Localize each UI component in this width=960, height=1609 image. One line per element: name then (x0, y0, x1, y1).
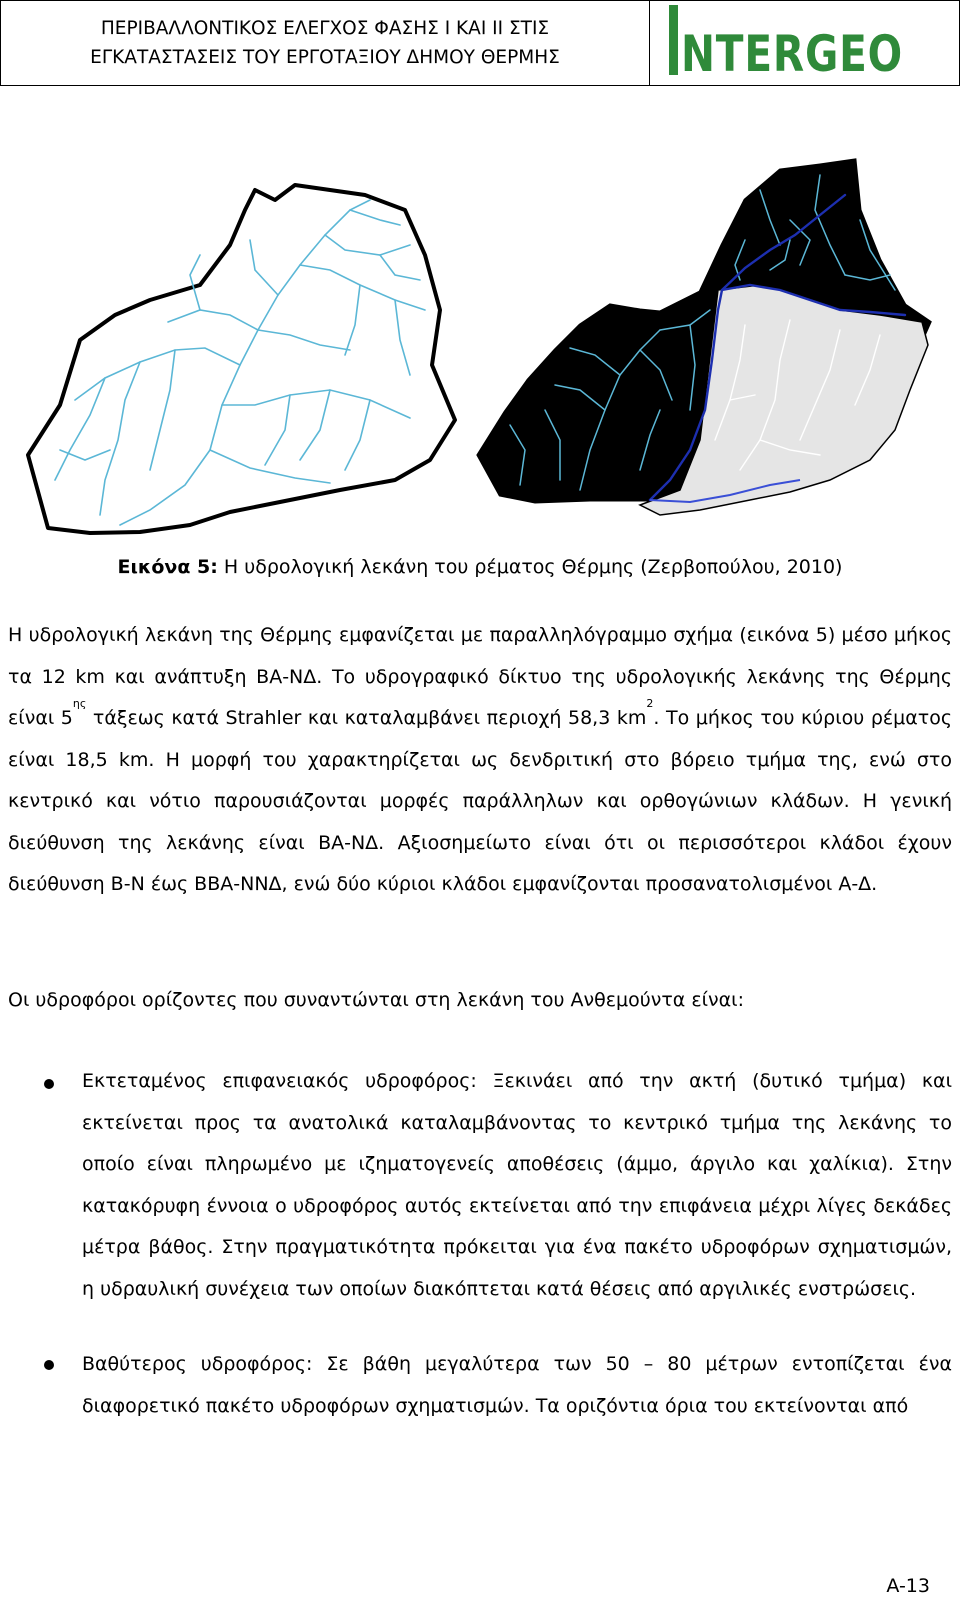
paragraph1-part2: τάξεως κατά Strahler και καταλαμβάνει περιοχή 58,3 km (86, 707, 647, 729)
bullet-item-surface-aquifer: Εκτεταμένος επιφανειακός υδροφόρος: Ξεκινάει από την ακτή (δυτικό τμήμα) και εκτείνεται προς τα ανατολικά καταλαμβάνοντας το κεντρικό τμήμα της λεκάνης το οποίο είναι πληρωμένο με ιζηματογενείς αποθέσεις (άμμο, άργιλο και χαλίκια). Στην κατακόρυφη έννοια ο υδροφόρος αυτός εκτείνεται από την επιφάνεια μέχρι λίγες δεκάδες μέτρα βάθος. Στην πραγματικότητα πρόκειται για ένα πακέτο υδροφόρων σχηματισμών, η υδραυλική συνέχεια των οποίων διακόπτεται κατά θέσεις από αργιλικές ενστρώσεις. (82, 1070, 952, 1300)
paragraph1-sup2: 2 (646, 697, 654, 710)
figure-caption-text: Η υδρολογική λεκάνη του ρέματος Θέρμης (Ζερβοπούλου, 2010) (217, 556, 843, 578)
intergeo-logo (651, 1, 959, 85)
catchment-map-left (28, 185, 455, 533)
figure-caption (0, 556, 960, 578)
page-number: A-13 (886, 1575, 930, 1597)
catchment-maps (0, 150, 960, 550)
paragraph-aquifers-intro: Οι υδροφόροι ορίζοντες που συναντώνται στη λεκάνη του Ανθεμούντα είναι: (8, 989, 744, 1011)
paragraph1-part3: . Το μήκος του κύριου ρέματος είναι 18,5 km. Η μορφή του χαρακτηρίζεται ως δενδριτική στο βόρειο τμήμα της, ενώ στο κεντρικό και νότιο παρουσιάζονται μορφές παράλληλων και ορθογώνιων κλάδων. Η γενική διεύθυνση της λεκάνης είναι ΒΑ-ΝΔ. Αξιοσημείωτο είναι ότι οι περισσότεροι κλάδοι έχουν διεύθυνση Β-Ν έως ΒΒΑ-ΝΝΔ, ενώ δύο κύριοι κλάδοι εμφανίζονται προσανατολισμένοι Α-Δ. (8, 707, 952, 895)
header-title (1, 1, 650, 85)
header-title-line1: ΠΕΡΙΒΑΛΛΟΝΤΙΚΟΣ ΕΛΕΓΧΟΣ ΦΑΣΗΣ Ι ΚΑΙ ΙΙ ΣΤΙΣ (100, 18, 550, 39)
bullet-dot-1 (44, 1079, 54, 1089)
page-header (0, 0, 960, 86)
paragraph1-part1: Η υδρολογική λεκάνη της Θέρμης εμφανίζεται με παραλληλόγραμμο σχήμα (εικόνα 5) μέσο μήκος τα 12 km και ανάπτυξη ΒΑ-ΝΔ. Το υδρογραφικό δίκτυο της υδρολογικής λεκάνης της Θέρμης είναι 5 (8, 624, 952, 729)
paragraph-catchment-description (8, 615, 952, 906)
intergeo-logo-image (651, 1, 959, 85)
svg-text:NTERGEO: NTERGEO (681, 25, 903, 83)
header-title-line2: ΕΓΚΑΤΑΣΤΑΣΕΙΣ ΤΟΥ ΕΡΓΟΤΑΞΙΟΥ ΔΗΜΟΥ ΘΕΡΜΗΣ (90, 47, 560, 68)
bullet-dot-2 (44, 1360, 54, 1370)
catchment-figure (0, 150, 960, 550)
paragraph1-sup1: ης (72, 697, 87, 710)
catchment-map-right (478, 160, 930, 515)
bullet-item-deep-aquifer: Βαθύτερος υδροφόρος: Σε βάθη μεγαλύτερα των 50 – 80 μέτρων εντοπίζεται ένα διαφορετικό πακέτο υδροφόρων σχηματισμών. Τα οριζόντια όρια του εκτείνονται από (82, 1353, 952, 1417)
figure-caption-label: Εικόνα 5: (117, 556, 218, 578)
